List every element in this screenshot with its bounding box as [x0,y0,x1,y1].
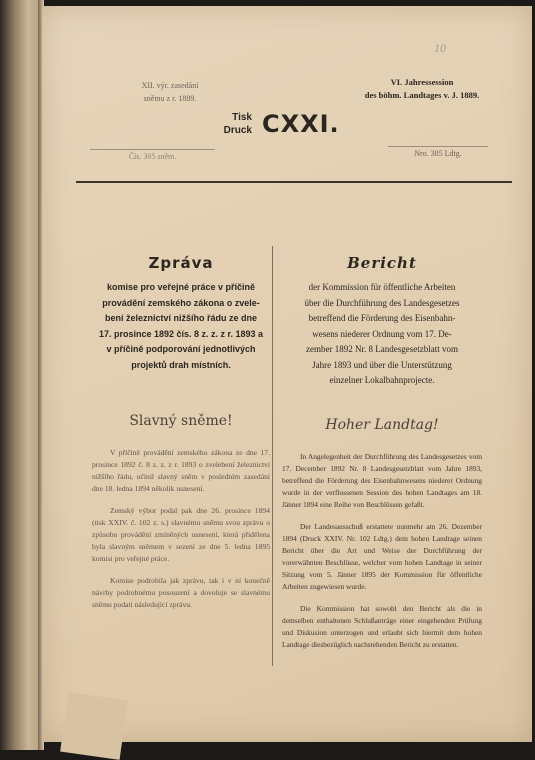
subtitle-line: 17. prosince 1892 čís. 8 z. z. z r. 1893 a [98,328,264,339]
subtitle-line: projektů drah místních. [131,359,231,370]
document-page [42,6,532,742]
subtitle-line: zember 1892 Nr. 8 Landesgesetzblatt vom [306,344,458,354]
subtitle-line: provádění zemského zákona o zvele- [102,297,260,308]
subtitle-line: komise pro veřejné práce v příčině [106,282,256,292]
column-divider [272,246,273,666]
subtitle-line: einzelner Lokalbahnprojecte. [329,375,435,385]
czech-greeting: Slavný sněme! [129,413,233,429]
german-paragraph: In Angelegenheit der Durchführung des Landesgesetzes vom 17. December 1892 Nr. 8 Landesgesetzblatt vom Jahre 1893, betreffend die Förderung des Eisenbahnwesens niederer Ordnung wurde in der verflossenen Session des hohen Landtages am 18. Jänner 1894 eine Reihe von Beschlüssen gefaßt. [282,451,482,509]
header-left-line: XII. výr. zasedání [141,81,199,90]
header-divider [76,181,512,183]
subtitle-line: über die Durchführung des Landesgesetzes [304,297,460,308]
print-label-german: Druck [223,125,252,136]
header-left [90,79,250,105]
czech-subtitle [92,280,270,373]
print-label [220,111,252,137]
print-number: CXXI. [262,110,340,138]
pencil-mark: 10 [434,41,446,55]
header-right-line: des böhm. Landtages v. J. 1889. [364,90,480,100]
czech-title: Zpráva [148,254,214,272]
german-paragraph: Die Kommission hat sowohl den Bericht als die in demselben enthaltenen Schlußanträge einer eingehenden Prüfung und Diskusion unterzogen und erlaubt sich hiermit dem hohen Landtage diesbezüglich nachstehenden Bericht zu erstatten. [282,603,482,649]
german-greeting: Hoher Landtag! [325,416,439,433]
subtitle-line: betreffend die Förderung des Eisenbahn- [308,313,456,323]
czech-paragraph: V příčině provádění zemského zákona ze dne 17. prosince 1892 č. 8 z. z. z r. 1893 o zvelebení železnictví nižšího řádu, učinil slavný sněm v posledním zasedání dne 18. ledna 1894 několik usnesení. [92,448,270,493]
subtitle-line: Jahre 1893 und über die Unterstützung [312,359,452,370]
page-header [42,6,532,196]
czech-paragraph: Zemský výbor podal pak dne 26. prosince 1894 (tisk XXIV. č. 102 z. s.) slavnému sněmu svou zprávu o způsobu provádění zmíněných usnesení, která přidělena byla slavným sněmem v sezení ze dne 5. ledna 1895 komisi pro veřejné práce. [92,506,270,563]
subtitle-line: der Kommission für öffentliche Arbeiten [308,282,456,292]
header-right [342,76,502,102]
czech-paragraph: Komise podrobila jak zprávu, tak i v ní konečně návrhy podrobnému posouzení a dovoluje se slavnému sněmu podati následující zprávu. [92,576,270,609]
german-subtitle [282,280,482,389]
right-reference: Nro. 305 Ldtg. [388,146,488,158]
german-paragraph: Der Landesausschuß erstattete nunmehr am 26. Dezember 1894 (Druck XXIV. Nr. 102 Ldtg.) dem hohen Landtage seinen Bericht über die Art und Weise der Durchführung der vorerwähnten Beschlüsse, welcher vom hohen Landtage in seiner Sitzung vom 5. Jänner 1895 der Kommission für öffentliche Arbeiten zugewiesen wurde. [282,521,482,591]
czech-column [92,254,270,621]
print-label-czech: Tisk [232,112,252,123]
subtitle-line: v příčině podporování jednotlivých [106,344,256,354]
subtitle-line: bení železnictví nižšího řádu ze dne [104,313,258,323]
subtitle-line: wesens niederer Ordnung vom 17. De- [312,328,452,339]
book-spine [0,0,40,750]
left-reference: Čís. 305 sněm. [90,149,215,161]
header-left-line: sněmu z r. 1889. [143,94,197,103]
header-right-line: VI. Jahressession [390,77,454,87]
german-column [282,254,482,661]
german-title: Bericht [347,254,417,272]
